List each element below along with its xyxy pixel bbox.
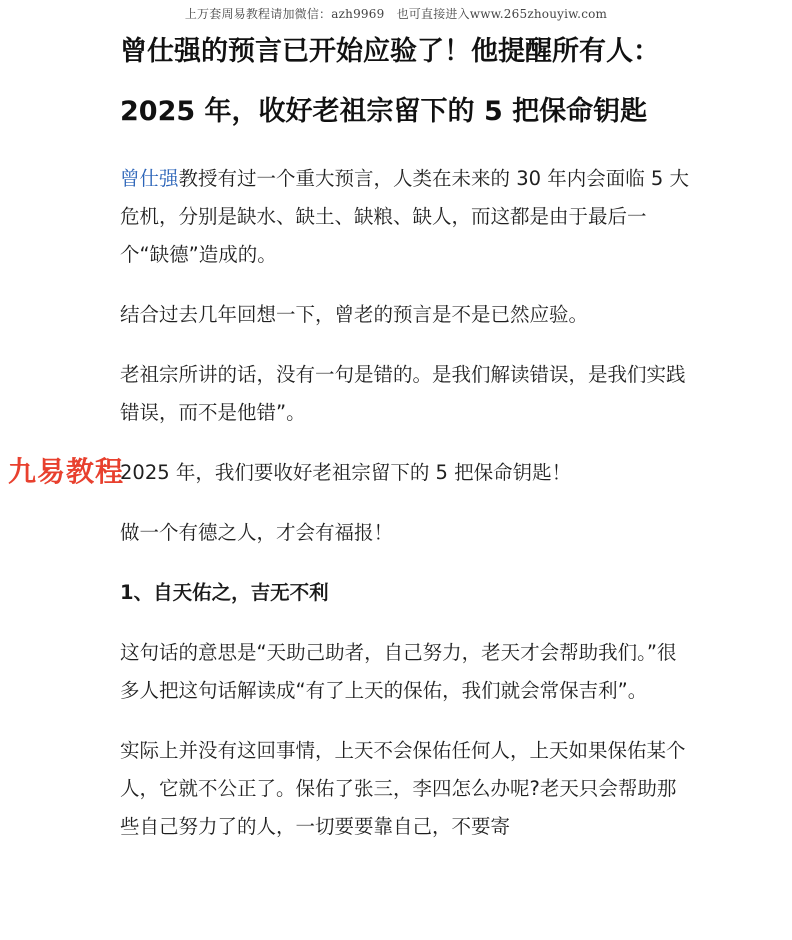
title-line-1: 曾仕强的预言已开始应验了！他提醒所有人： [120,36,660,67]
author-link[interactable]: 曾仕强 [120,167,179,190]
watermark-logo: 九易教程 [8,455,125,488]
paragraph-6: 这句话的意思是“天助己助者，自己努力，老天才会帮助我们。”很多人把这句话解读成“有了上天的保佑，我们就会常保吉利”。 [120,641,677,702]
paragraph-intro-text: 教授有过一个重大预言，人类在未来的 30 年内会面临 5 大危机，分别是缺水、缺土、缺粮、缺人，而这都是由于最后一个“缺德”造成的。 [120,167,690,266]
paragraph-7: 实际上并没有这回事情，上天不会保佑任何人，上天如果保佑某个人，它就不公正了。保佑了张三，李四怎么办呢?老天只会帮助那些自己努力了的人，一切要要靠自己，不要寄 [120,739,686,838]
paragraph-4: 2025 年，我们要收好老祖宗留下的 5 把保命钥匙！ [120,461,572,484]
article-title [120,22,692,142]
paragraph-intro [120,160,692,274]
article [120,22,692,846]
top-banner: 上万套周易教程请加微信：azh9969 也可直接进入www.265zhouyiw.com [184,7,608,21]
paragraph-2: 结合过去几年回想一下，曾老的预言是不是已然应验。 [120,303,589,326]
paragraph-3: 老祖宗所讲的话，没有一句是错的。是我们解读错误，是我们实践错误，而不是他错”。 [120,363,686,424]
section-heading-1: 1、自天佑之，吉无不利 [120,581,329,604]
title-line-2: 2025 年，收好老祖宗留下的 5 把保命钥匙 [120,96,648,127]
paragraph-5: 做一个有德之人，才会有福报！ [120,521,394,544]
